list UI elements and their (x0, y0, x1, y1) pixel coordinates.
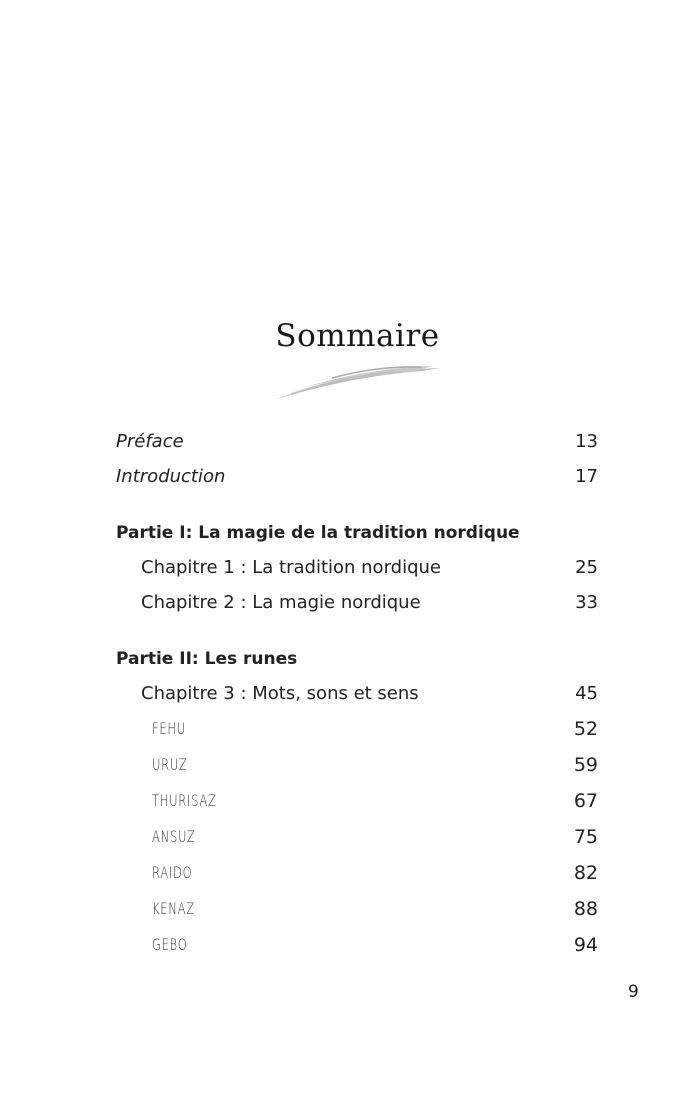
page-number: 9 (628, 982, 639, 1002)
toc-chapter-entry[interactable]: Chapitre 2 : La magie nordique 33 (141, 592, 598, 613)
toc-rune-entry[interactable]: GEBO 94 (152, 934, 598, 956)
toc-rune-entry[interactable]: URUZ 59 (152, 754, 598, 776)
toc-rune-entry[interactable]: RAIDO 82 (152, 862, 598, 884)
brush-stroke-decoration (272, 358, 442, 403)
toc-part-heading[interactable]: Partie II: Les runes (116, 649, 298, 669)
table-of-contents (116, 428, 598, 967)
toc-entry-preface[interactable]: Préface 13 (116, 431, 598, 452)
toc-rune-entry[interactable]: THURISAZ 67 (152, 790, 598, 812)
toc-entry-introduction[interactable]: Introduction 17 (116, 466, 598, 487)
toc-chapter-entry[interactable]: Chapitre 3 : Mots, sons et sens 45 (141, 683, 598, 704)
toc-rune-entry[interactable]: ANSUZ 75 (152, 826, 598, 848)
toc-rune-entry[interactable]: FEHU 52 (152, 718, 598, 740)
page-title: Sommaire (275, 318, 440, 354)
toc-chapter-entry[interactable]: Chapitre 1 : La tradition nordique 25 (141, 557, 598, 578)
toc-part-heading[interactable]: Partie I: La magie de la tradition nordique (116, 523, 520, 543)
toc-rune-entry[interactable]: KENAZ 88 (152, 898, 598, 920)
